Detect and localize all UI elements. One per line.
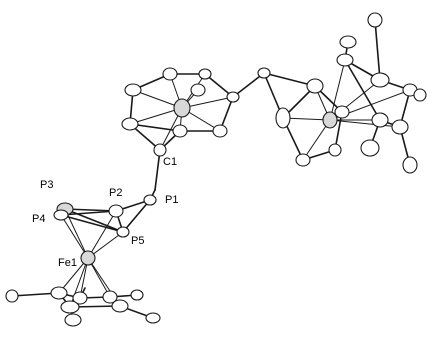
atom-ellipsoid xyxy=(125,84,141,96)
atom-ellipsoid xyxy=(335,106,349,118)
metal-ellipsoid xyxy=(323,112,337,128)
p1-ellipsoid xyxy=(144,195,156,205)
atom-ellipsoid xyxy=(146,313,160,323)
atom-ellipsoid xyxy=(131,290,143,300)
atom-ellipsoid xyxy=(361,140,379,156)
atom-ellipsoid xyxy=(51,287,67,299)
atom-ellipsoid xyxy=(414,89,426,101)
label-p3: P3 xyxy=(40,179,54,191)
atom-ellipsoid xyxy=(307,79,323,93)
atom-ellipsoid xyxy=(403,157,417,173)
atom-ellipsoid xyxy=(372,113,388,127)
p5-ellipsoid xyxy=(117,227,129,237)
label-c1: C1 xyxy=(163,156,178,168)
atom-ellipsoid xyxy=(392,120,408,134)
label-p1: P1 xyxy=(165,194,179,206)
label-p5: P5 xyxy=(131,235,145,247)
c1-ellipsoid xyxy=(154,144,166,156)
label-p4: P4 xyxy=(32,213,46,225)
atom-ellipsoid xyxy=(173,125,187,137)
p2-ellipsoid xyxy=(109,205,123,217)
atom-ellipsoid xyxy=(368,13,382,27)
atom-ellipsoid xyxy=(163,68,177,80)
label-fe1: Fe1 xyxy=(58,257,77,269)
atom-ellipsoid xyxy=(276,108,290,128)
atom-ellipsoid xyxy=(112,300,128,312)
atom-ellipsoid xyxy=(122,118,138,130)
atom-ellipsoids xyxy=(6,13,426,326)
atom-ellipsoid xyxy=(65,314,81,326)
atom-ellipsoid xyxy=(199,69,211,79)
atom-ellipsoid xyxy=(258,68,270,78)
atom-ellipsoid xyxy=(296,154,310,166)
fe1-ellipsoid xyxy=(81,251,95,265)
atom-ellipsoid xyxy=(227,92,239,102)
label-p2: P2 xyxy=(109,187,123,199)
atom-ellipsoid xyxy=(213,125,227,137)
p4-ellipsoid xyxy=(54,210,68,220)
metal-ellipsoid xyxy=(174,99,190,117)
atom-ellipsoid xyxy=(329,144,341,156)
atom-ellipsoid xyxy=(191,84,205,96)
atom-ellipsoid xyxy=(61,301,79,313)
phosphorus-ring xyxy=(61,190,155,232)
atom-ellipsoid xyxy=(340,36,356,48)
atom-ellipsoid xyxy=(371,73,389,87)
atom-ellipsoid xyxy=(337,54,353,66)
atom-ellipsoid xyxy=(6,290,18,302)
ring-bridge xyxy=(233,73,315,97)
